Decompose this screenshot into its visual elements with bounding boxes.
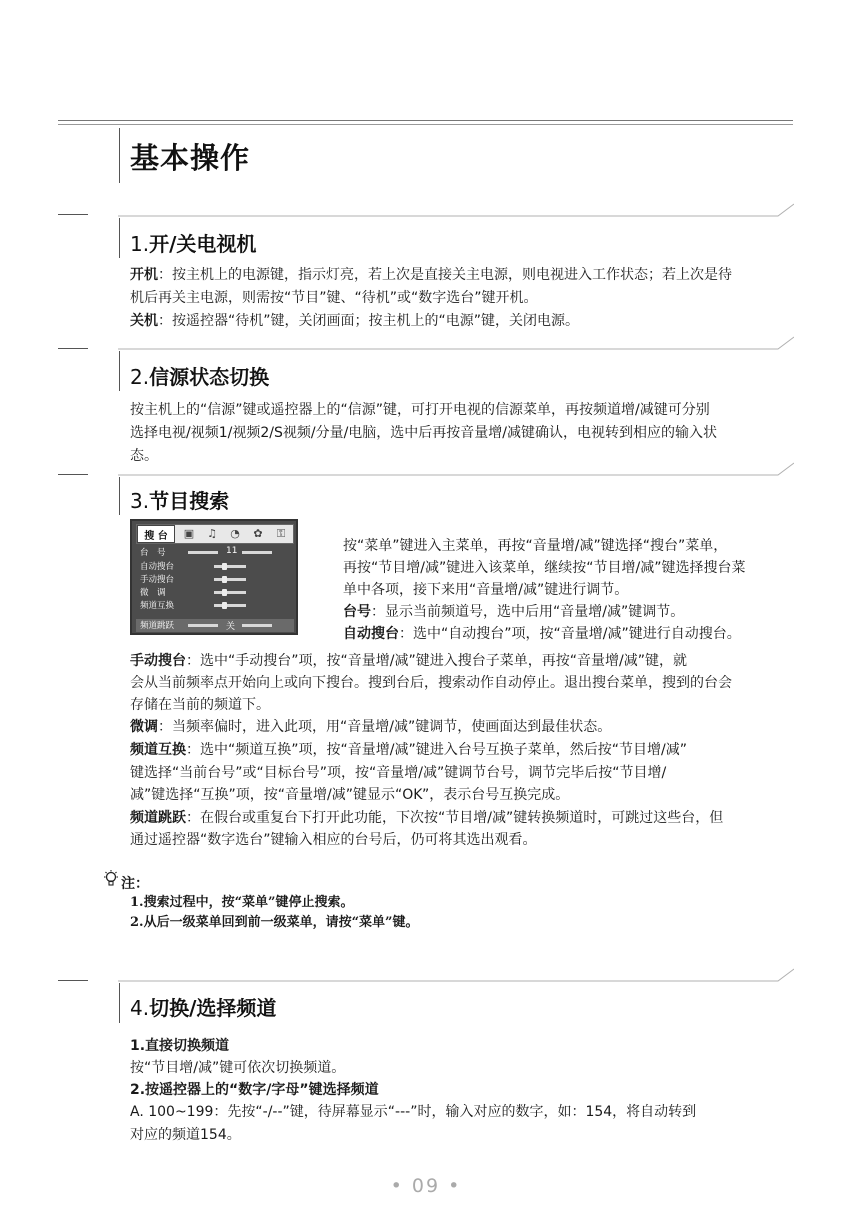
section-divider: [118, 462, 794, 476]
section-divider: [118, 968, 794, 982]
paragraph-line: 关机：按遥控器“待机”键，关闭画面；按主机上的“电源”键，关闭电源。: [130, 313, 580, 329]
section-vbar: [119, 218, 120, 258]
section-dash: [58, 348, 88, 349]
section-dash: [58, 214, 88, 215]
paragraph-line: 键选择“当前台号”或“目标台号”项，按“音量增/减”键调节台号，调节完毕后按“节目增/: [130, 765, 667, 781]
menu-row-fine-tune: 微 调: [138, 586, 292, 599]
paragraph-line: 态。: [130, 448, 158, 464]
clock-icon: ◔: [230, 527, 240, 540]
page-number: • 09 •: [390, 1175, 462, 1197]
paragraph-line: 2.按遥控器上的“数字/字母”键选择频道: [130, 1082, 379, 1098]
paragraph-line: 台号：显示当前频道号，选中后用“音量增/减”键调节。: [343, 604, 685, 620]
paragraph-line: 选择电视/视频1/视频2/S视频/分量/电脑，选中后再按音量增/减键确认，电视转到相应的输入状: [130, 425, 717, 441]
paragraph-line: 单中各项，接下来用“音量增/减”键进行调节。: [343, 582, 629, 598]
section-title-source: 2.信源状态切换: [130, 365, 270, 389]
paragraph-line: 1.直接切换频道: [130, 1038, 230, 1054]
page-title: 基本操作: [130, 141, 251, 175]
section-divider: [118, 336, 794, 350]
section-vbar: [119, 351, 120, 391]
lock-icon: ⚿: [276, 527, 286, 540]
section-title-channel: 4.切换/选择频道: [130, 996, 277, 1020]
paragraph-line: 按“菜单”键进入主菜单，再按“音量增/减”键选择“搜台”菜单，: [343, 538, 728, 554]
paragraph-line: 机后再关主电源，则需按“节目”键、“待机”或“数字选台”键开机。: [130, 290, 538, 306]
section-vbar: [119, 983, 120, 1023]
section-vbar: [119, 477, 120, 515]
paragraph-line: 减”键选择“互换”项，按“音量增/减”键显示“OK”，表示台号互换完成。: [130, 787, 570, 803]
menu-row-channel-swap: 频道互换: [138, 599, 292, 612]
paragraph-line: 开机：按主机上的电源键，指示灯亮，若上次是直接关主电源，则电视进入工作状态；若上次是待: [130, 267, 732, 283]
section-title-search: 3.节目搜索: [130, 489, 230, 513]
paragraph-line: 按“节目增/减”键可依次切换频道。: [130, 1060, 346, 1076]
menu-row-manual-search: 手动搜台: [138, 573, 292, 586]
paragraph-line: 再按“节目增/减”键进入该菜单，继续按“节目增/减”键选择搜台菜: [343, 560, 746, 576]
picture-icon: ▣: [183, 527, 195, 540]
paragraph-line: 对应的频道154。: [130, 1127, 241, 1143]
paragraph-line: 会从当前频率点开始向上或向下搜台。搜到台后，搜索动作自动停止。退出搜台菜单，搜到的台会: [130, 675, 732, 691]
menu-tab-search: 搜 台: [137, 525, 175, 543]
paragraph-line: 通过遥控器“数字选台”键输入相应的台号后，仍可将其选出观看。: [130, 832, 537, 848]
title-vbar: [119, 128, 120, 183]
search-menu-screenshot: [130, 519, 298, 635]
section-title-power: 1.开/关电视机: [130, 232, 257, 256]
paragraph-line: 频道跳跃：在假台或重复台下打开此功能，下次按“节目增/减”键转换频道时，可跳过这些台，但: [130, 810, 724, 826]
menu-tab-bar: [136, 524, 294, 544]
note-line: 1.搜索过程中，按“菜单”键停止搜索。: [130, 895, 354, 910]
menu-row-channel-number: 台 号 11: [138, 546, 292, 559]
note-line: 2.从后一级菜单回到前一级菜单，请按“菜单”键。: [130, 915, 419, 930]
title-rule-top-2: [58, 124, 793, 125]
sound-icon: ♫: [207, 527, 217, 540]
section-dash: [58, 474, 88, 475]
paragraph-line: 频道互换：选中“频道互换”项，按“音量增/减”键进入台号互换子菜单，然后按“节目增/减”: [130, 742, 687, 758]
paragraph-line: 自动搜台：选中“自动搜台”项，按“音量增/减”键进行自动搜台。: [343, 626, 741, 642]
section-divider: [118, 203, 794, 217]
menu-row-auto-search: 自动搜台: [138, 560, 292, 573]
paragraph-line: 按主机上的“信源”键或遥控器上的“信源”键，可打开电视的信源菜单，再按频道增/减键可分别: [130, 402, 710, 418]
section-dash: [58, 980, 88, 981]
paragraph-line: 存储在当前的频道下。: [130, 697, 270, 713]
paragraph-line: A. 100~199：先按“-/--”键，待屏幕显示“---”时，输入对应的数字，如：154，将自动转到: [130, 1104, 697, 1120]
paragraph-line: 手动搜台：选中“手动搜台”项，按“音量增/减”键进入搜台子菜单，再按“音量增/减”键，就: [130, 653, 687, 669]
menu-row-channel-skip: 频道跳跃 关: [138, 619, 292, 632]
title-rule-top: [58, 120, 793, 121]
function-icon: ✿: [253, 527, 263, 540]
lightbulb-icon: [103, 870, 119, 888]
paragraph-line: 微调：当频率偏时，进入此项，用“音量增/减”键调节，使画面达到最佳状态。: [130, 719, 612, 735]
note-heading: 注：: [121, 876, 149, 892]
